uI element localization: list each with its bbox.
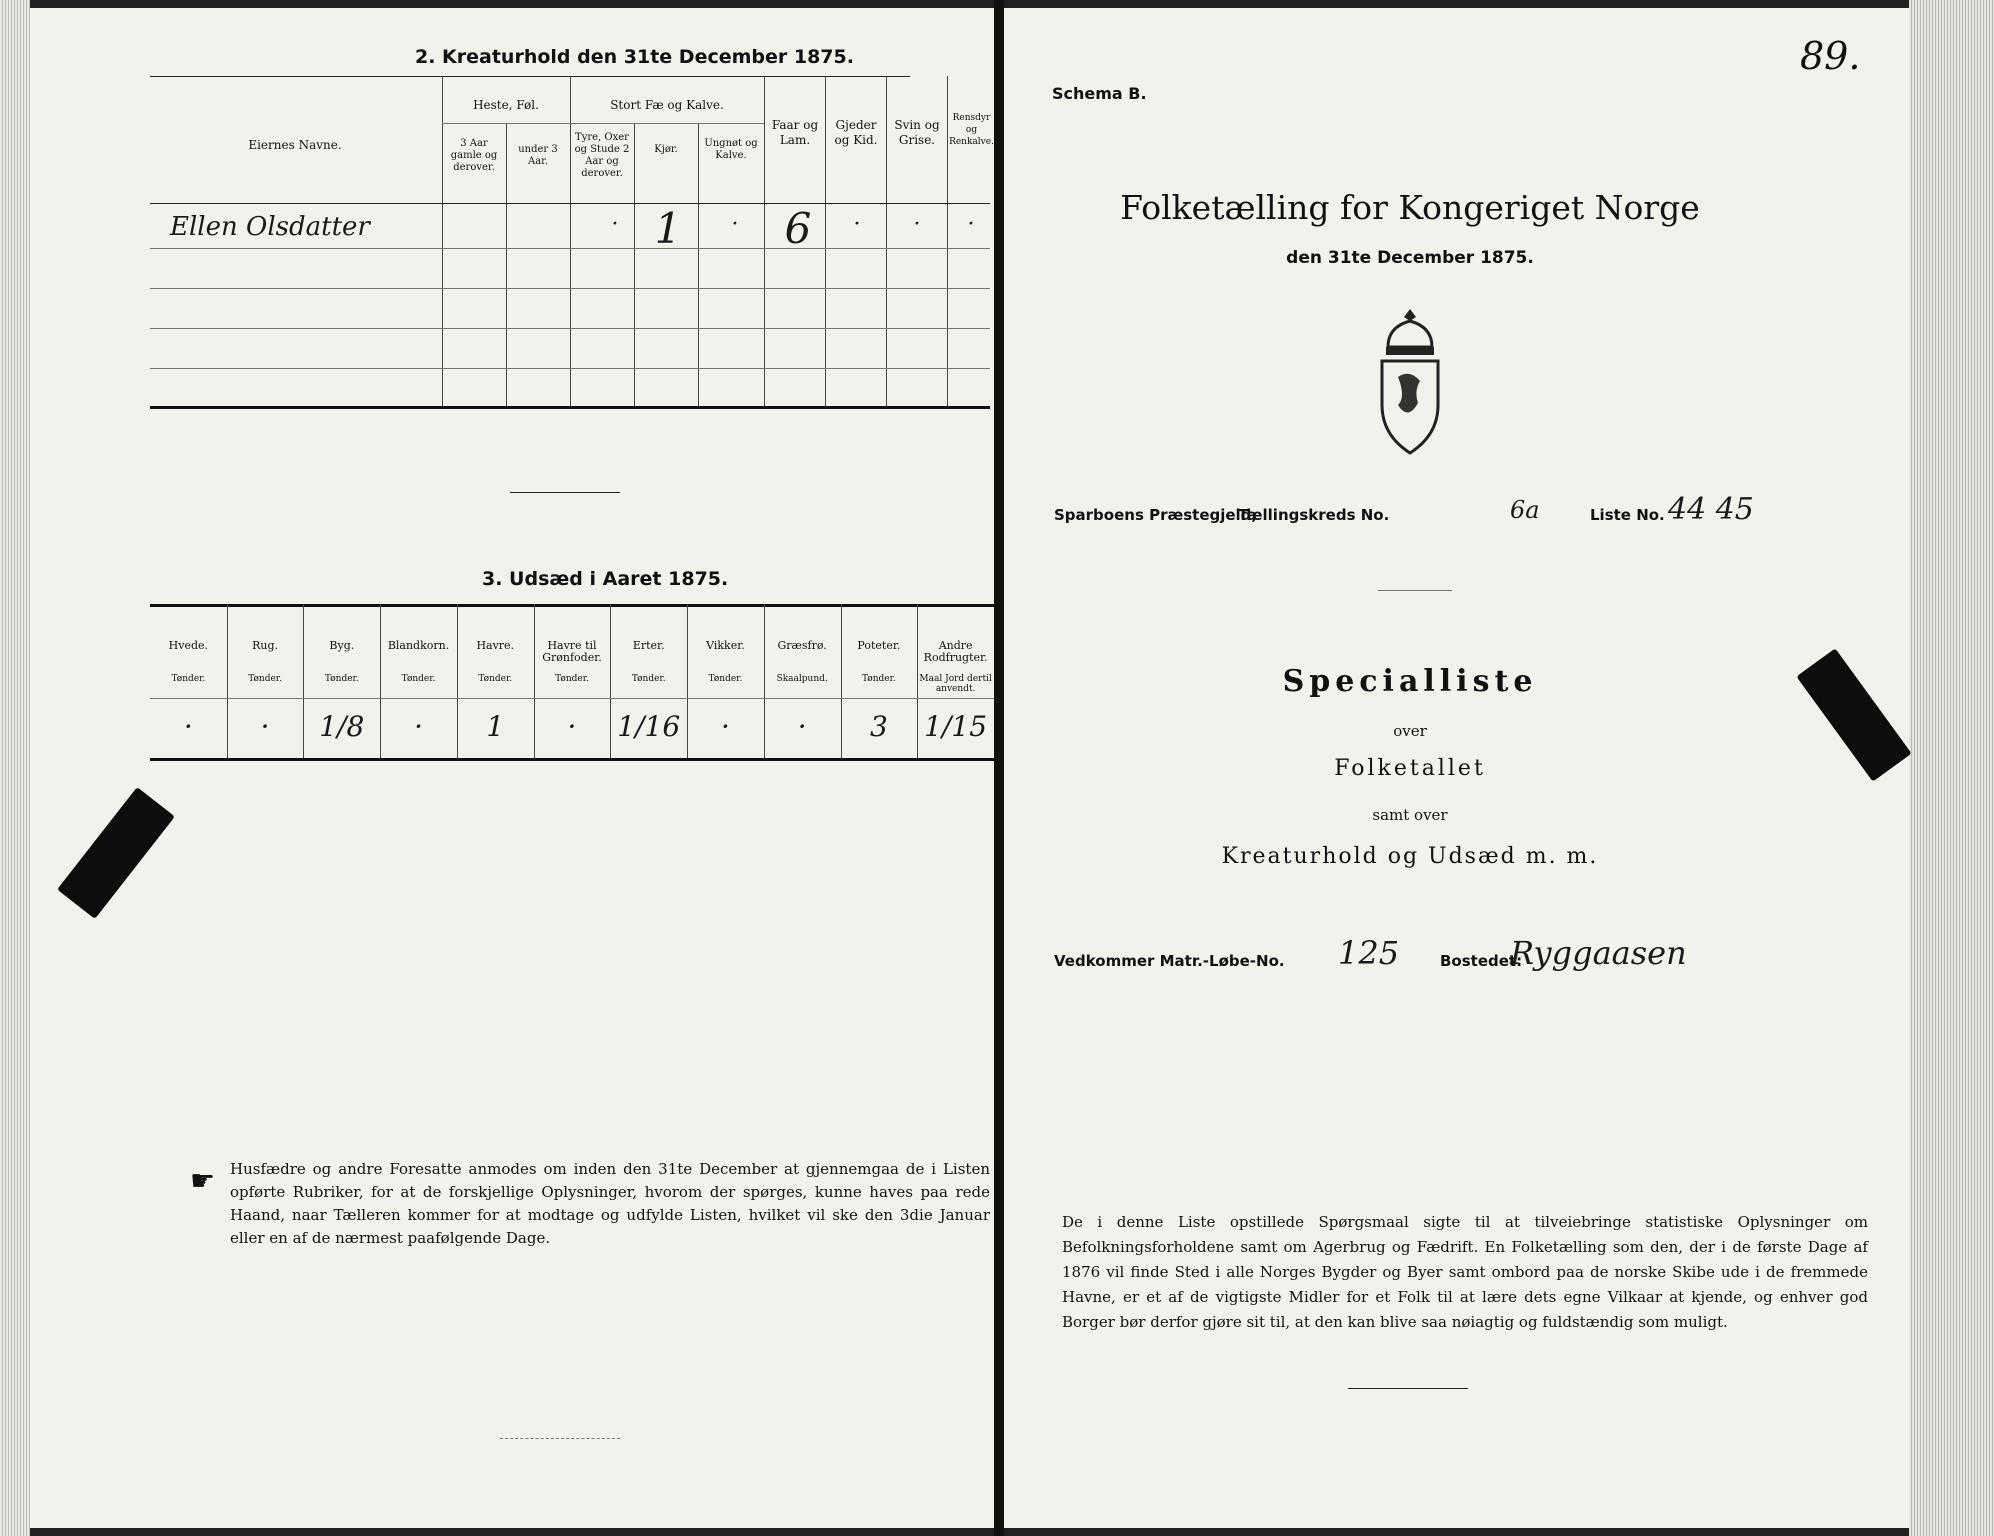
parish-label: Sparboens Præstegjeld,	[1054, 506, 1258, 524]
grp-cattle-header: Stort Fæ og Kalve.	[610, 98, 724, 112]
table3-col-header: Hvede.	[168, 639, 209, 652]
table3-value: ·	[567, 710, 577, 743]
specialliste-heading: Specialliste	[1282, 664, 1538, 699]
table3-col-header: Andre Rodfrugter.	[923, 639, 988, 664]
samt-over-text: samt over	[1372, 806, 1448, 824]
table3-col-header: Blandkorn.	[387, 639, 450, 652]
table3-col-header: Græsfrø.	[777, 639, 827, 652]
footer-rule	[500, 1438, 620, 1439]
table2-header-rule	[150, 203, 990, 204]
table2-divider	[764, 76, 765, 406]
value-cows: 1	[654, 204, 682, 253]
table3-value: ·	[260, 710, 270, 743]
list-label: Liste No.	[1590, 506, 1665, 524]
table3-col-unit: Maal Jord dertil anvendt.	[919, 674, 992, 694]
table2-divider	[442, 76, 443, 406]
table3-col-unit: Tønder.	[248, 674, 282, 684]
table3-value: ·	[720, 710, 730, 743]
table3-value: ·	[414, 710, 423, 743]
table3-col-unit: Tønder.	[708, 674, 743, 684]
table2-divider	[506, 123, 507, 406]
table2-divider	[947, 76, 948, 406]
right-page-edges	[1909, 0, 1994, 1536]
table3-col-header: Havre.	[476, 639, 515, 652]
table2-divider	[634, 123, 635, 406]
coat-of-arms-icon	[1370, 305, 1450, 465]
col-pigs-header: Svin og Grise.	[894, 118, 940, 147]
table3-col-unit: Tønder.	[171, 674, 206, 684]
section3-title: 3. Udsæd i Aaret 1875.	[482, 568, 729, 590]
table3-col-header: Poteter.	[857, 639, 901, 652]
table3-col-unit: Tønder.	[478, 674, 513, 684]
table2-divider	[570, 76, 571, 406]
subheading: Kreaturhold og Udsæd m. m.	[1221, 844, 1599, 869]
table3-value: ·	[797, 710, 807, 743]
col-c1-header: Tyre, Oxer og Stude 2 Aar og derover.	[574, 132, 630, 179]
col-c3-header: Ungnøt og Kalve.	[704, 138, 758, 161]
value-young-cattle: ·	[731, 212, 739, 237]
table3-col-header: Vikker.	[706, 639, 745, 652]
census-title: Folketælling for Kongeriget Norge	[1120, 188, 1700, 227]
value-reindeer: ·	[967, 212, 975, 237]
folketallet-text: Folketallet	[1334, 756, 1486, 781]
pointing-hand-icon: ☛	[190, 1164, 216, 1197]
footer-rule	[1348, 1388, 1468, 1389]
census-date: den 31te December 1875.	[1286, 248, 1534, 268]
table3-col-unit: Tønder.	[631, 674, 666, 684]
table2-divider	[825, 76, 826, 406]
value-c1: ·	[611, 212, 619, 237]
table3-value: 1/16	[617, 710, 681, 743]
table2-row-rule	[150, 368, 990, 369]
table3-col-unit: Tønder.	[324, 674, 359, 684]
table3-col-header: Havre til Grønfoder.	[542, 639, 602, 664]
grp-horses-header: Heste, Føl.	[473, 98, 539, 112]
table3-col-header: Rug.	[252, 639, 279, 652]
table2-row-rule	[150, 328, 990, 329]
table2-bottom-rule	[150, 406, 990, 409]
bosted-value: Ryggaasen	[1510, 934, 1687, 972]
table3-value: 1/8	[319, 710, 365, 743]
value-goats: ·	[853, 212, 861, 237]
col-h1-header: 3 Aar gamle og derover.	[450, 138, 498, 173]
census-footnote: De i denne Liste opstillede Spørgsmaal sigte til at tilveiebringe statistiske Oplysninger om Befolkningsforholdene samt om Agerbrug og Fædrift. En Folketælling som den, der i de første Dage af 1876 vil finde Sted i alle Norges Bygder og Byer samt ombord paa de norske Skibe ude i de fremmede Havne, er et af de vigtigste Midler for et Folk til at lære dets egne Vilkaar at kjende, og enhver god Borger bør derfor gjøre sit til, at den kan blive saa nøiagtig og fuldstændig som muligt.	[1062, 1213, 1868, 1331]
page-number: 89.	[1800, 34, 1861, 78]
left-page	[30, 8, 994, 1528]
value-pigs: ·	[913, 212, 921, 237]
schema-label: Schema B.	[1052, 84, 1147, 103]
table2-top-rule	[150, 76, 910, 77]
col-c2-header: Kjør.	[654, 144, 678, 155]
col-goats-header: Gjeder og Kid.	[834, 118, 878, 147]
over-text: over	[1393, 722, 1427, 740]
table2-row-rule	[150, 288, 990, 289]
col-owner-header: Eiernes Navne.	[248, 138, 342, 152]
district-value: 6a	[1510, 496, 1540, 524]
value-sheep: 6	[784, 204, 812, 253]
table3-col-header: Erter.	[632, 639, 665, 652]
table2-divider	[698, 123, 699, 406]
table3-value: 1/15	[924, 710, 988, 743]
district-label: Tællingskreds No.	[1238, 506, 1390, 524]
col-h2-header: under 3 Aar.	[518, 144, 558, 167]
row-owner-name: Ellen Olsdatter	[170, 212, 370, 242]
bosted-label: Bostedet:	[1440, 952, 1523, 970]
col-reindeer-header: Rensdyr og Renkalve.	[949, 113, 994, 147]
table3-value: ·	[183, 710, 193, 743]
table3-top-rule	[150, 604, 994, 607]
table2-row-rule	[150, 248, 990, 249]
table3-col-unit: Skaalpund.	[776, 674, 828, 684]
col-sheep-header: Faar og Lam.	[771, 118, 819, 147]
table3-header-rule	[150, 698, 994, 699]
section2-title: 2. Kreaturhold den 31te December 1875.	[415, 46, 854, 68]
left-page-edges	[0, 0, 30, 1536]
matr-value: 125	[1338, 934, 1400, 972]
table2-divider	[886, 76, 887, 406]
table3-col-unit: Tønder.	[401, 674, 436, 684]
notice-text: Husfædre og andre Foresatte anmodes om inden den 31te December at gjennemgaa de i Listen opførte Rubriker, for at de forskjellige Oplysninger, hvorom der spørges, kunne haves paa rede Haand, naar Tælleren kommer for at modtage og udfylde Listen, hvilket vil ske den 3die Januar eller en af de nærmest paafølgende Dage.	[230, 1160, 990, 1247]
table3-col-header: Byg.	[329, 639, 355, 652]
separator-rule	[1378, 590, 1452, 591]
table2-group-rule	[442, 123, 764, 124]
table3-value: 1	[486, 710, 505, 743]
book-gutter	[994, 0, 1004, 1536]
separator-rule	[510, 492, 620, 493]
matr-label: Vedkommer Matr.-Løbe-No.	[1054, 952, 1285, 970]
table3-value: 3	[869, 710, 888, 743]
table3-col-unit: Tønder.	[862, 674, 896, 684]
list-value: 44 45	[1668, 492, 1754, 527]
table3-bottom-rule	[150, 758, 994, 761]
table3-col-unit: Tønder.	[555, 674, 589, 684]
